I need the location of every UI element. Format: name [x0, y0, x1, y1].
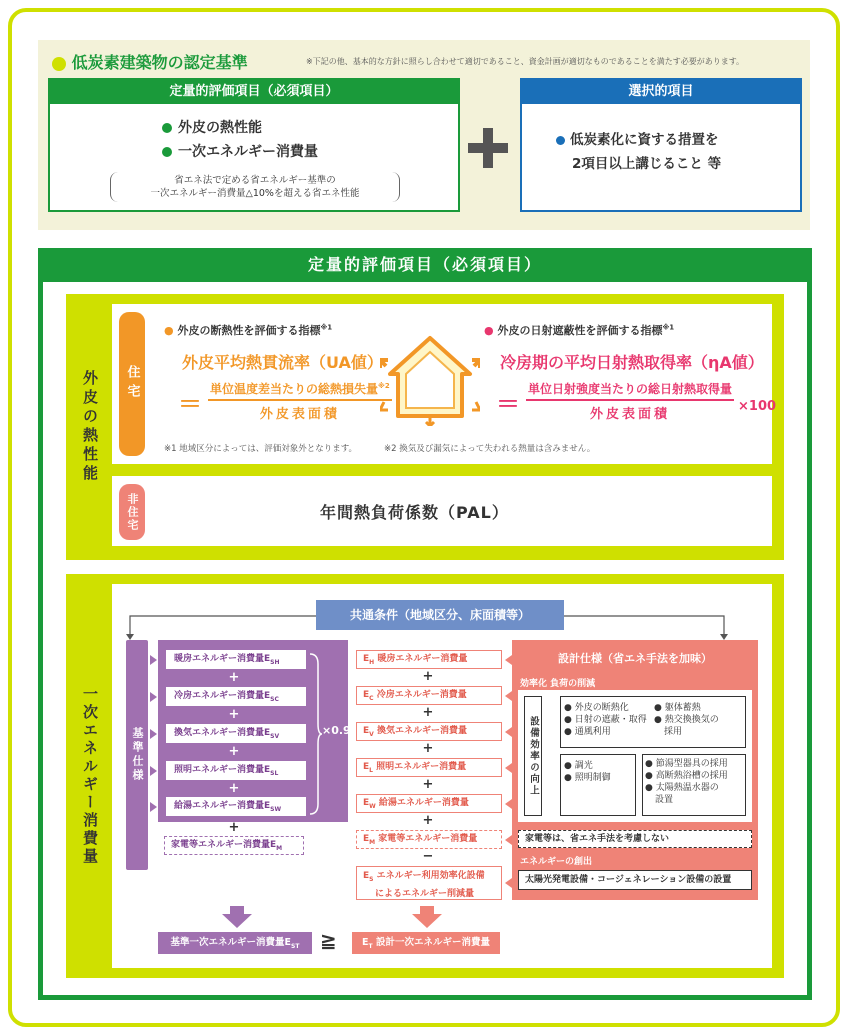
down-arrow-base-icon: [222, 906, 252, 928]
measures-list-4: ● 節湯型器具の採用 ● 高断熱浴槽の採用 ● 太陽熱温水器の 設置: [645, 759, 728, 805]
design-heating: $E_H$ 暖房エネルギー消費量: [356, 650, 502, 669]
design-lighting: $E_L$ 照明エネルギー消費量: [356, 758, 502, 777]
plus-sign: +: [422, 741, 434, 756]
header-note: ※下記の他、基本的な方針に照らし合わせて適切であること、資金計画が適切なものであることを満たす必要があります。: [306, 57, 745, 66]
quant-note: 省エネ法で定める省エネルギー基準の 一次エネルギー消費量△10%を超える省エネ性能: [110, 172, 400, 202]
design-total: $E_T$ 設計一次エネルギー消費量: [352, 932, 500, 954]
factor-label: ×0.9: [322, 724, 351, 737]
insulation-heading: ● 外皮の断熱性を評価する指標$^{※1}$: [164, 323, 333, 337]
base-heating: 暖房エネルギー消費量$E_{SH}$: [166, 650, 306, 669]
base-cooling: 冷房エネルギー消費量$E_{SC}$: [166, 687, 306, 706]
selective-box: [520, 78, 802, 212]
quantitative-box: [48, 78, 460, 212]
design-appliance: $E_M$ 家電等エネルギー消費量: [356, 830, 502, 849]
energy-creation-label: エネルギーの創出: [520, 857, 593, 867]
pal-label: 年間熱負荷係数（PAL）: [320, 503, 509, 522]
selective-box-title: 選択的項目: [522, 80, 800, 104]
ua-formula: ＝ $\frac{単位温度差当たりの総熱損失量^{※2}}{\text{外皮表面積}}$: [178, 382, 390, 422]
plus-sign: +: [228, 744, 240, 759]
plus-icon: [468, 128, 508, 168]
measures-list-2: ● 躯体蓄熱 ● 熱交換換気の 採用: [654, 703, 719, 737]
plus-sign: +: [228, 670, 240, 685]
title-dot-icon: [52, 57, 66, 71]
design-spec-sub-label: 効率化 負荷の削減: [520, 679, 596, 689]
bullet-icon: [162, 123, 172, 133]
residential-tag: 住宅: [119, 312, 145, 456]
equipment-efficiency-label: 設備効率の向上: [524, 696, 542, 816]
plus-sign: +: [228, 820, 240, 835]
solar-shading-heading: ● 外皮の日射遮蔽性を評価する指標$^{※1}$: [484, 323, 675, 337]
design-reduction: $E_S$ エネルギー利用効率化設備 によるエネルギー削減量: [356, 866, 502, 900]
measures-list-3: ● 調光 ● 照明制御: [564, 761, 611, 783]
eta-formula: ＝ $\frac{\text{単位日射強度当たりの総日射熱取得量}}{\text{外皮表面積}}$ ×100: [496, 382, 777, 422]
design-spec-title: 設計仕様（省エネ手法を加味）: [558, 652, 712, 665]
quantitative-box-title: 定量的評価項目（必須項目）: [50, 80, 458, 104]
plus-sign: +: [422, 777, 434, 792]
plus-sign: +: [228, 707, 240, 722]
bullet-icon: ●: [484, 324, 494, 337]
base-hot-water: 給湯エネルギー消費量$E_{SW}$: [166, 797, 306, 816]
design-cooling: $E_C$ 冷房エネルギー消費量: [356, 686, 502, 705]
base-ventilation: 換気エネルギー消費量$E_{SV}$: [166, 724, 306, 743]
ua-title: 外皮平均熱貫流率（UA値）: [182, 353, 383, 372]
bullet-icon: ●: [164, 324, 174, 337]
energy-label: 一次エネルギー消費量: [81, 686, 99, 866]
bullet-icon: [556, 136, 565, 145]
plus-sign: +: [422, 705, 434, 720]
energy-creation-text: 太陽光発電設備・コージェネレーション設備の設置: [518, 870, 752, 890]
plus-sign: +: [422, 813, 434, 828]
envelope-label: 外皮の熱性能: [81, 370, 99, 484]
footnote-1: ※1 地域区分によっては、評価対象外となります。: [164, 444, 358, 454]
design-ventilation: $E_V$ 換気エネルギー消費量: [356, 722, 502, 741]
house-icon: [380, 330, 480, 426]
base-spec-tag: 基準仕様: [126, 640, 148, 870]
plus-sign: +: [422, 669, 434, 684]
quant-item-energy: 一次エネルギー消費量: [162, 140, 458, 164]
quant-item-envelope: 外皮の熱性能: [162, 116, 458, 140]
eta-title: 冷房期の平均日射熱取得率（ηA値）: [500, 353, 764, 372]
down-arrow-design-icon: [412, 906, 442, 928]
base-total: 基準一次エネルギー消費量$E_{ST}$: [158, 932, 312, 954]
common-connector: [124, 612, 734, 642]
selective-line-1: 低炭素化に資する措置を: [556, 128, 800, 152]
page-title: 低炭素建築物の認定基準: [52, 50, 248, 73]
measures-list-1: ● 外皮の断熱化 ● 日射の遮蔽・取得 ● 通風利用: [564, 703, 647, 737]
selective-line-2: 2項目以上講じること 等: [572, 156, 722, 172]
common-conditions: 共通条件（地域区分、床面積等）: [316, 600, 564, 630]
base-appliance: 家電等エネルギー消費量$E_M$: [164, 836, 304, 855]
footnote-2: ※2 換気及び漏気によって失われる熱量は含みません。: [384, 444, 596, 454]
bullet-icon: [162, 147, 172, 157]
main-section-title: 定量的評価項目（必須項目）: [38, 248, 812, 282]
base-arrows: [148, 650, 160, 820]
nonresidential-tag: 非住宅: [119, 484, 145, 540]
appliance-note: 家電等は、省エネ手法を考慮しない: [518, 830, 752, 848]
plus-sign: +: [228, 781, 240, 796]
compare-sign: ≧: [320, 928, 337, 952]
base-lighting: 照明エネルギー消費量$E_{SL}$: [166, 761, 306, 780]
factor-brace: [308, 652, 322, 816]
minus-sign: −: [422, 849, 434, 864]
design-hot-water: $E_W$ 給湯エネルギー消費量: [356, 794, 502, 813]
